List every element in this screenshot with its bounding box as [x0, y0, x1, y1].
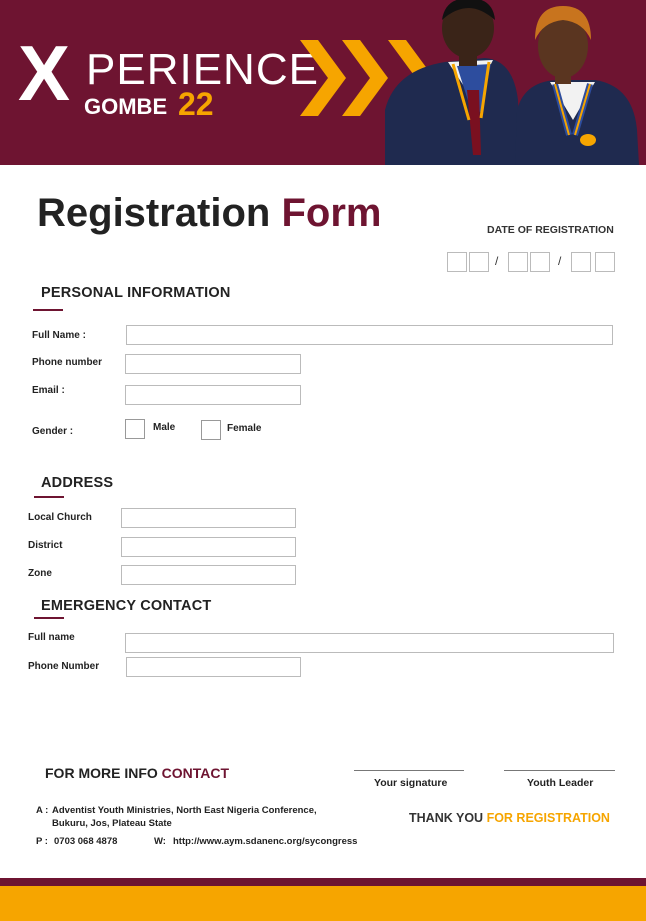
date-day-digit-2[interactable] — [469, 252, 489, 272]
info-heading — [45, 765, 229, 781]
date-label: DATE OF REGISTRATION — [487, 224, 614, 236]
section-emergency-title: EMERGENCY CONTACT — [41, 598, 212, 614]
phone-field[interactable] — [125, 354, 301, 374]
thank-you-message — [409, 811, 610, 825]
address-prefix: A : — [36, 805, 49, 816]
students-photo — [385, 0, 646, 165]
district-label: District — [28, 540, 63, 551]
email-field[interactable] — [125, 385, 301, 405]
zone-field[interactable] — [121, 565, 296, 585]
contact-phone: 0703 068 4878 — [54, 836, 118, 847]
zone-label: Zone — [28, 568, 52, 579]
your-signature-line[interactable] — [354, 770, 464, 771]
section-underline — [34, 496, 64, 498]
web-prefix: W: — [154, 836, 166, 847]
your-signature-label: Your signature — [374, 777, 448, 789]
date-day-digit-1[interactable] — [447, 252, 467, 272]
contact-website: http://www.aym.sdanenc.org/sycongress — [173, 836, 358, 847]
info-heading-main: FOR MORE INFO — [45, 765, 158, 781]
male-label: Male — [153, 422, 176, 433]
section-underline — [34, 617, 64, 619]
info-heading-accent: CONTACT — [161, 765, 230, 781]
phone-label: Phone number — [32, 357, 103, 368]
page-title — [37, 191, 381, 235]
district-field[interactable] — [121, 537, 296, 557]
emergency-name-label: Full name — [28, 632, 75, 643]
date-month-digit-1[interactable] — [508, 252, 528, 272]
logo-perience: PERIENCE — [86, 45, 319, 94]
title-main: Registration — [37, 191, 271, 235]
section-address-title: ADDRESS — [41, 475, 114, 491]
emergency-phone-label: Phone Number — [28, 661, 100, 672]
emergency-phone-field[interactable] — [126, 657, 301, 677]
date-separator: / — [558, 254, 562, 268]
local-church-field[interactable] — [121, 508, 296, 528]
logo-gombe: GOMBE — [84, 94, 168, 119]
section-underline — [33, 309, 63, 311]
header-banner — [0, 0, 646, 165]
thanks-main: THANK YOU — [409, 811, 484, 825]
section-personal-title: PERSONAL INFORMATION — [41, 285, 231, 301]
thanks-accent: FOR REGISTRATION — [486, 811, 610, 825]
date-month-digit-2[interactable] — [530, 252, 550, 272]
date-year-digit-2[interactable] — [595, 252, 615, 272]
address-line-1: Adventist Youth Ministries, North East Nigeria Conference, — [52, 805, 317, 816]
address-line-2: Bukuru, Jos, Plateau State — [52, 818, 172, 829]
female-checkbox[interactable] — [201, 420, 221, 440]
date-separator: / — [495, 254, 499, 268]
footer-maroon-band — [0, 878, 646, 886]
phone-prefix: P : — [36, 836, 48, 847]
local-church-label: Local Church — [28, 512, 92, 523]
emergency-name-field[interactable] — [125, 633, 614, 653]
female-label: Female — [227, 423, 262, 434]
email-label: Email : — [32, 385, 65, 396]
full-name-label: Full Name : — [32, 330, 86, 341]
logo-year: 22 — [178, 86, 214, 122]
youth-leader-label: Youth Leader — [527, 777, 594, 789]
male-checkbox[interactable] — [125, 419, 145, 439]
gender-label: Gender : — [32, 426, 74, 437]
title-accent: Form — [281, 191, 382, 235]
logo-x: X — [18, 29, 69, 117]
full-name-field[interactable] — [126, 325, 613, 345]
date-year-digit-1[interactable] — [571, 252, 591, 272]
footer-gold-band — [0, 886, 646, 921]
youth-leader-signature-line[interactable] — [504, 770, 615, 771]
